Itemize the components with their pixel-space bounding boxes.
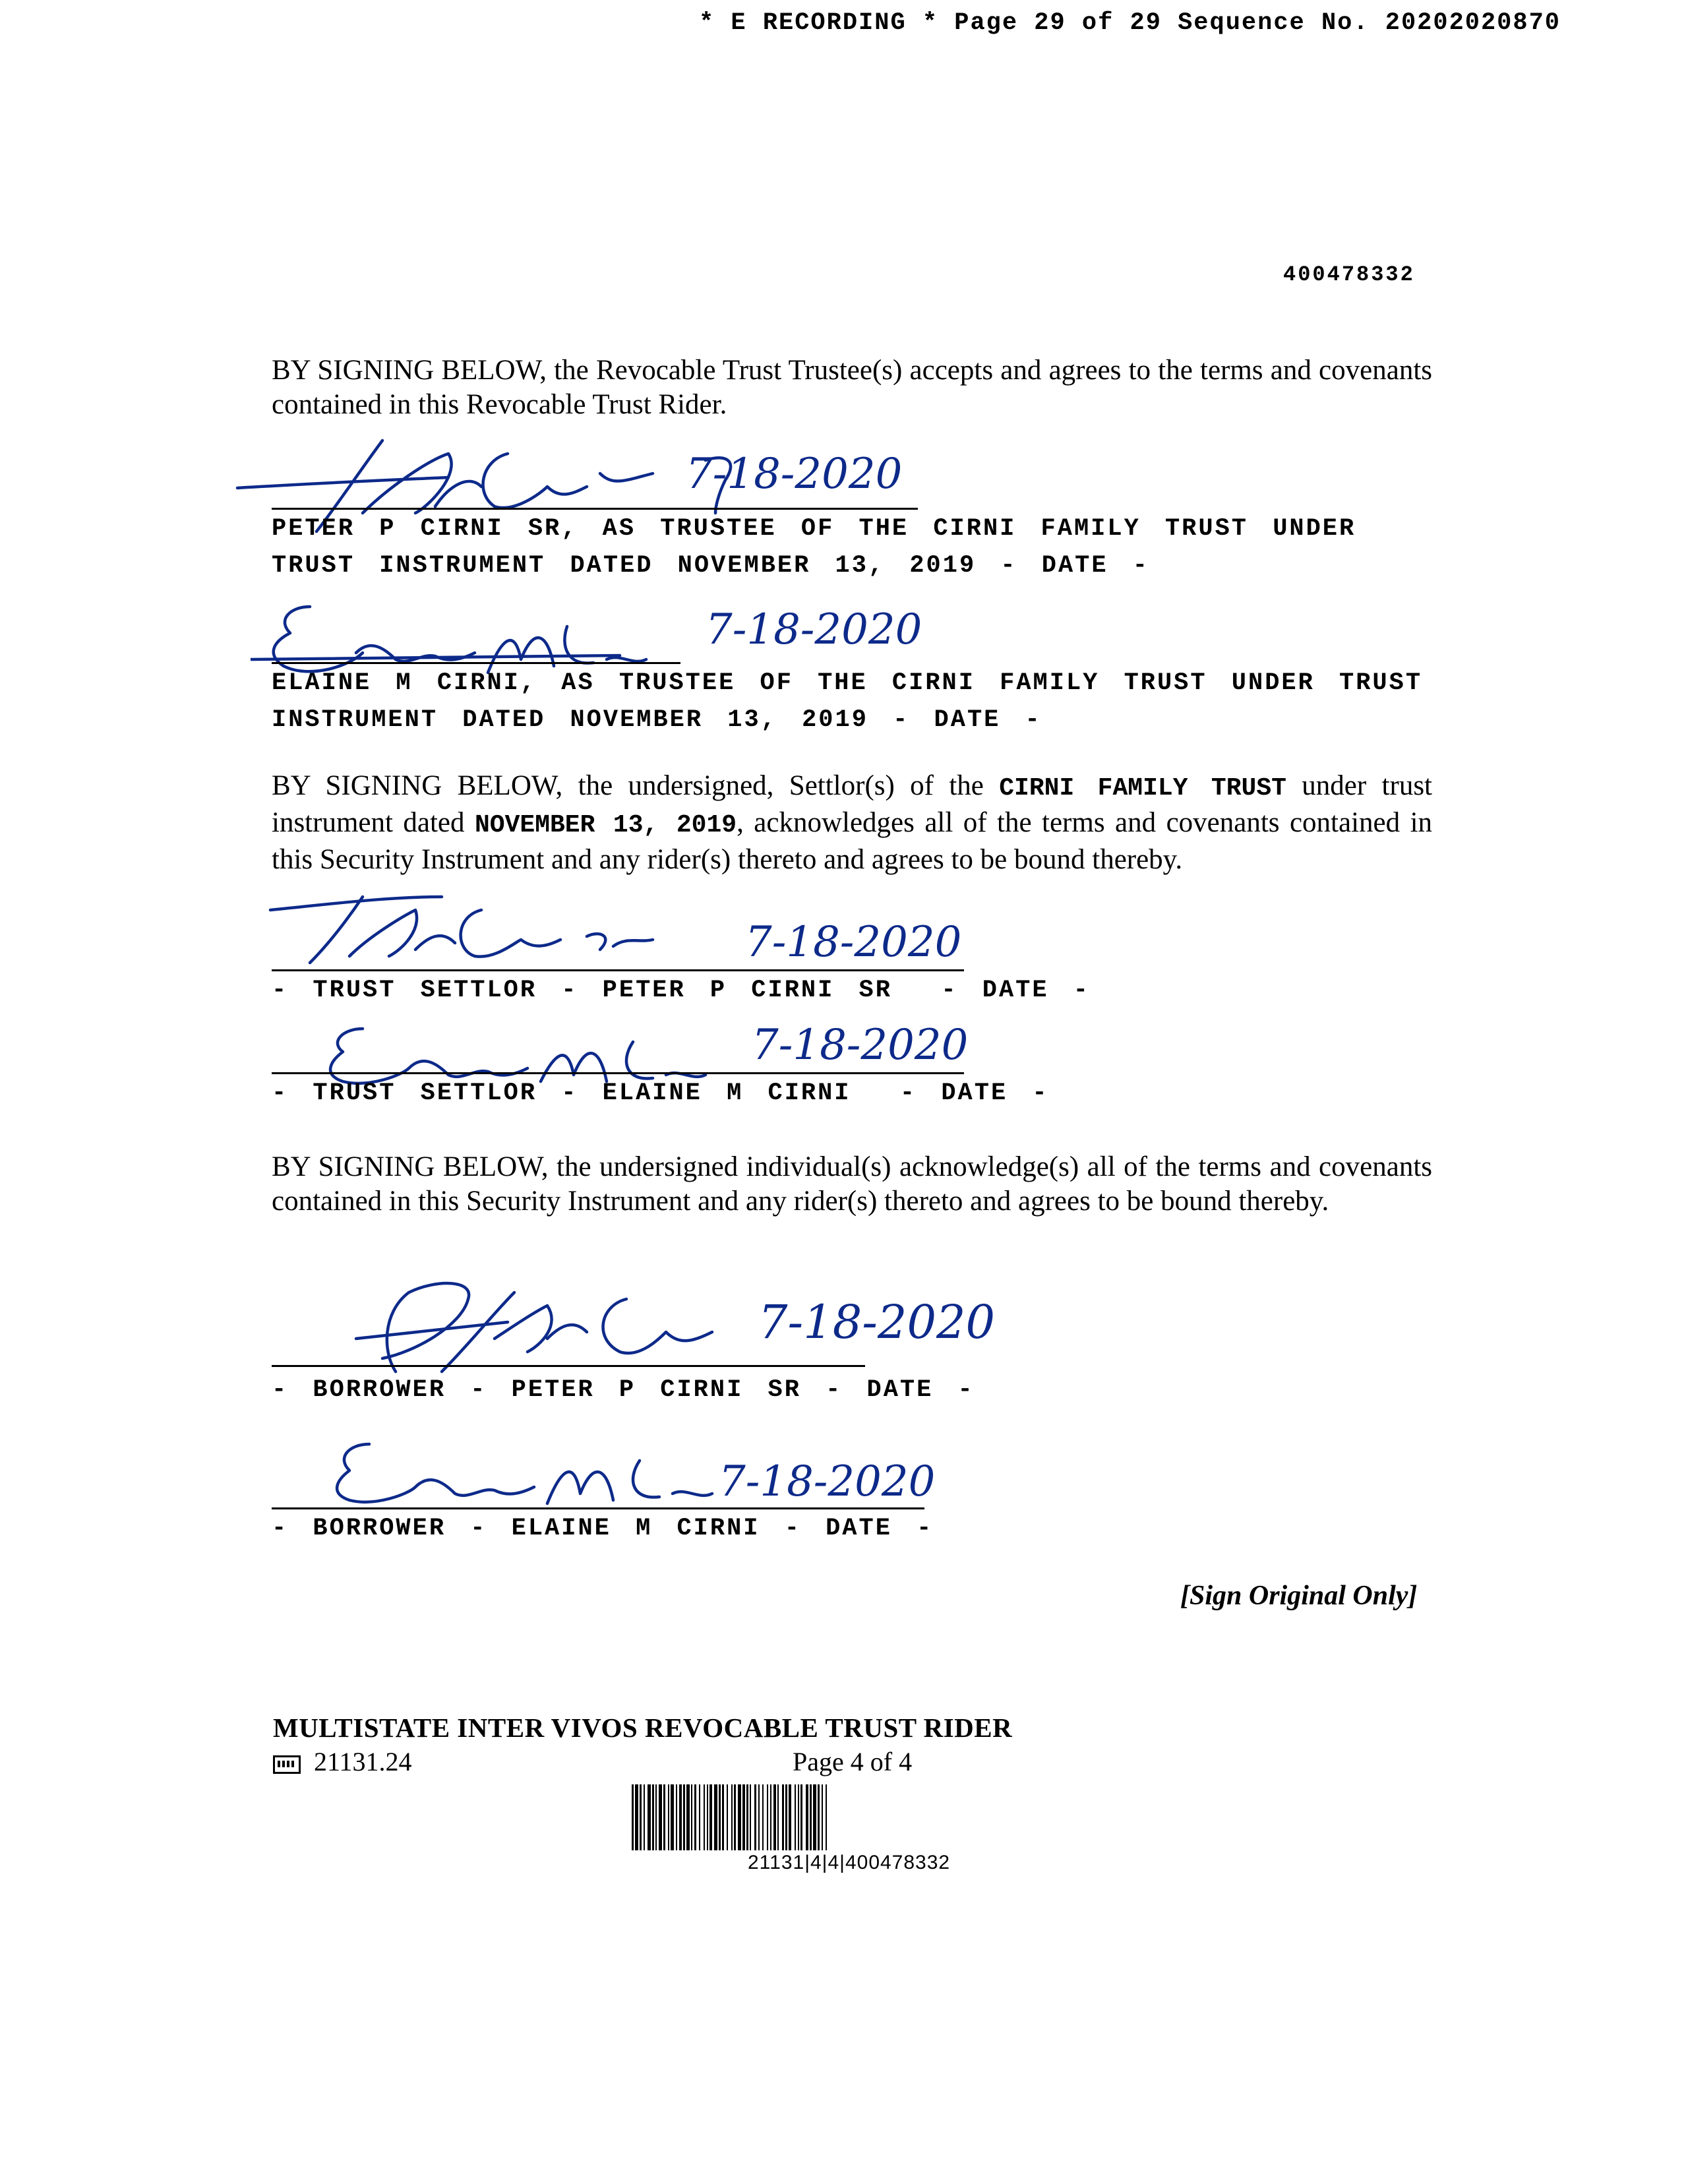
settlor-trust-date: NOVEMBER 13, 2019 [474,811,737,839]
form-number-row [273,1746,412,1777]
borrower1-date-handwritten: 7-18-2020 [758,1295,996,1349]
form-title: MULTISTATE INTER VIVOS REVOCABLE TRUST RIDER [273,1713,1013,1743]
page-label: Page 4 of 4 [793,1747,913,1776]
settlor-intro-c: , acknowledges all of the terms and covenants contained in this Security Instrument and any rider(s) thereto and agrees to be bound thereby. [272,807,1433,875]
settlor-intro-a: BY SIGNING BELOW, the undersigned, Settlor(s) of the [272,770,984,801]
trustee-intro-paragraph: BY SIGNING BELOW, the Revocable Trust Trustee(s) accepts and agrees to the terms and covenants contained in this Revocable Trust Rider. [272,355,1432,420]
settlor1-date-handwritten: 7-18-2020 [745,918,962,967]
borrower2-label: - BORROWER - ELAINE M CIRNI - DATE - [272,1515,934,1542]
settlor1-signature-line [272,969,964,971]
settlor-intro-paragraph [272,769,1432,877]
borrower1-signature-line [272,1365,865,1367]
sign-original-note: [Sign Original Only] [1180,1581,1418,1611]
borrower-intro-paragraph: BY SIGNING BELOW, the undersigned individual(s) acknowledge(s) all of the terms and covenants contained in this Security Instrument and any rider(s) thereto and agrees to be bound thereby. [272,1151,1432,1217]
settlor2-label: - TRUST SETTLOR - ELAINE M CIRNI - DATE - [272,1079,1049,1107]
borrower1-label: - BORROWER - PETER P CIRNI SR - DATE - [272,1376,975,1404]
trustee2-signature-line [272,662,680,664]
barcode [632,1784,1073,1850]
borrower2-signature-line [272,1507,924,1509]
trustee2-date-handwritten: 7-18-2020 [706,605,922,654]
settlor2-date-handwritten: 7-18-2020 [752,1021,969,1070]
loan-number: 400478332 [1283,262,1415,287]
form-number: 21131.24 [314,1747,412,1776]
settlor1-label: - TRUST SETTLOR - PETER P CIRNI SR - DATE - [272,977,1090,1004]
form-logo-icon [273,1755,301,1774]
borrower2-date-handwritten: 7-18-2020 [719,1457,936,1506]
settlor2-signature-line [272,1072,964,1074]
trustee1-signature-line [272,508,918,510]
barcode-text: 21131|4|4|400478332 [748,1852,951,1873]
trustee2-label: ELAINE M CIRNI, AS TRUSTEE OF THE CIRNI FAMILY TRUST UNDER TRUST INSTRUMENT DATED NOVEMBER 13, 2019 - DATE - [272,669,1447,734]
trustee1-date-handwritten: 7-18-2020 [686,450,903,499]
trustee1-label: PETER P CIRNI SR, AS TRUSTEE OF THE CIRNI FAMILY TRUST UNDER TRUST INSTRUMENT DATED NOVEMBER 13, 2019 - DATE - [272,515,1381,580]
settlor-intro-b: under trust instrument dated [272,770,1433,838]
recording-header: * E RECORDING * Page 29 of 29 Sequence No. 20202020870 [699,9,1561,37]
settlor-trust-name: CIRNI FAMILY TRUST [999,774,1286,803]
